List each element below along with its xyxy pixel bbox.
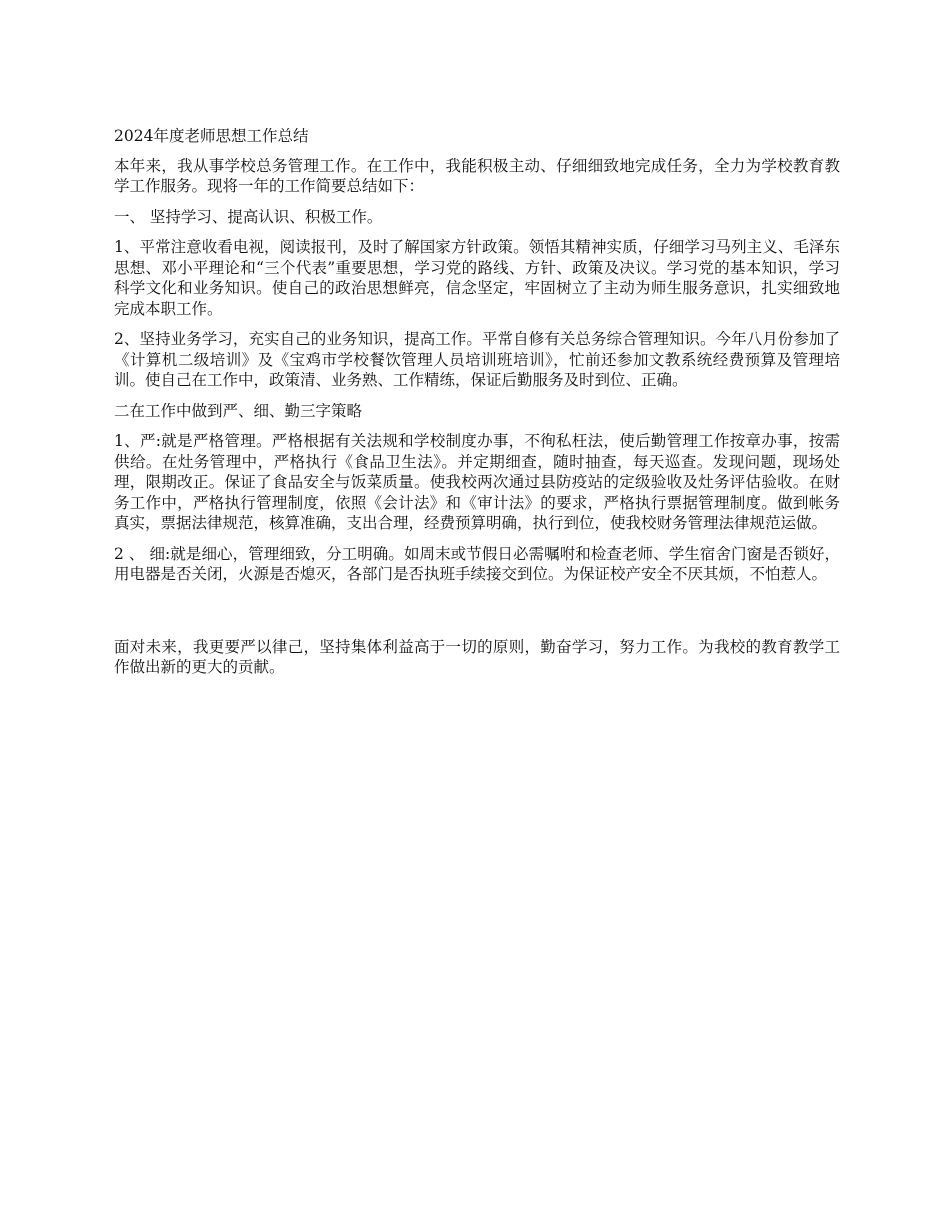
- section-1-item-1: 1、平常注意收看电视，阅读报刊，及时了解国家方针政策。领悟其精神实质，仔细学习马列主义、毛泽东思想、邓小平理论和“三个代表”重要思想，学习党的路线、方针、政策及决议。学习党的基本知识，学习科学文化和业务知识。使自己的政治思想鲜亮，信念坚定，牢固树立了主动为师生服务意识，扎实细致地完成本职工作。: [114, 238, 840, 318]
- intro-paragraph: 本年来，我从事学校总务管理工作。在工作中，我能积极主动、仔细细致地完成任务，全力为学校教育教学工作服务。现将一年的工作简要总结如下：: [114, 156, 840, 195]
- section-heading-2: 二在工作中做到严、细、勤三字策略: [114, 401, 363, 420]
- section-2-item-2: 2 、 细:就是细心，管理细致，分工明确。如周末或节假日必需嘱咐和检查老师、学生宿舍门窗是否锁好，用电器是否关闭，火源是否熄灭，各部门是否执班手续接交到位。为保证校产安全不厌其烦，不怕惹人。: [114, 544, 840, 583]
- blank-spacer: [114, 595, 840, 637]
- section-heading-1: 一、 坚持学习、提高认识、积极工作。: [114, 207, 383, 226]
- section-2-item-1: 1、严:就是严格管理。严格根据有关法规和学校制度办事，不徇私枉法，使后勤管理工作按章办事，按需供给。在灶务管理中，严格执行《食品卫生法》。并定期细查，随时抽查，每天巡查。发现问题，现场处理，限期改正。保证了食品安全与饭菜质量。使我校两次通过县防疫站的定级验收及灶务评估验收。在财务工作中，严格执行管理制度，依照《会计法》和《审计法》的要求，严格执行票据管理制度。做到帐务真实，票据法律规范，核算准确，支出合理，经费预算明确，执行到位，使我校财务管理法律规范运做。: [114, 432, 840, 532]
- closing-paragraph: 面对未来，我更要严以律己，坚持集体利益高于一切的原则，勤奋学习，努力工作。为我校的教育教学工作做出新的更大的贡献。: [114, 637, 840, 676]
- document-title: 2024年度老师思想工作总结: [114, 127, 309, 145]
- document-page: [114, 126, 840, 688]
- section-1-item-2: 2、坚持业务学习，充实自己的业务知识，提高工作。平常自修有关总务综合管理知识。今年八月份参加了《计算机二级培训》及《宝鸡市学校餐饮管理人员培训班培训》，忙前还参加文教系统经费预算及管理培训。使自己在工作中，政策清、业务熟、工作精练，保证后勤服务及时到位、正确。: [114, 330, 840, 389]
